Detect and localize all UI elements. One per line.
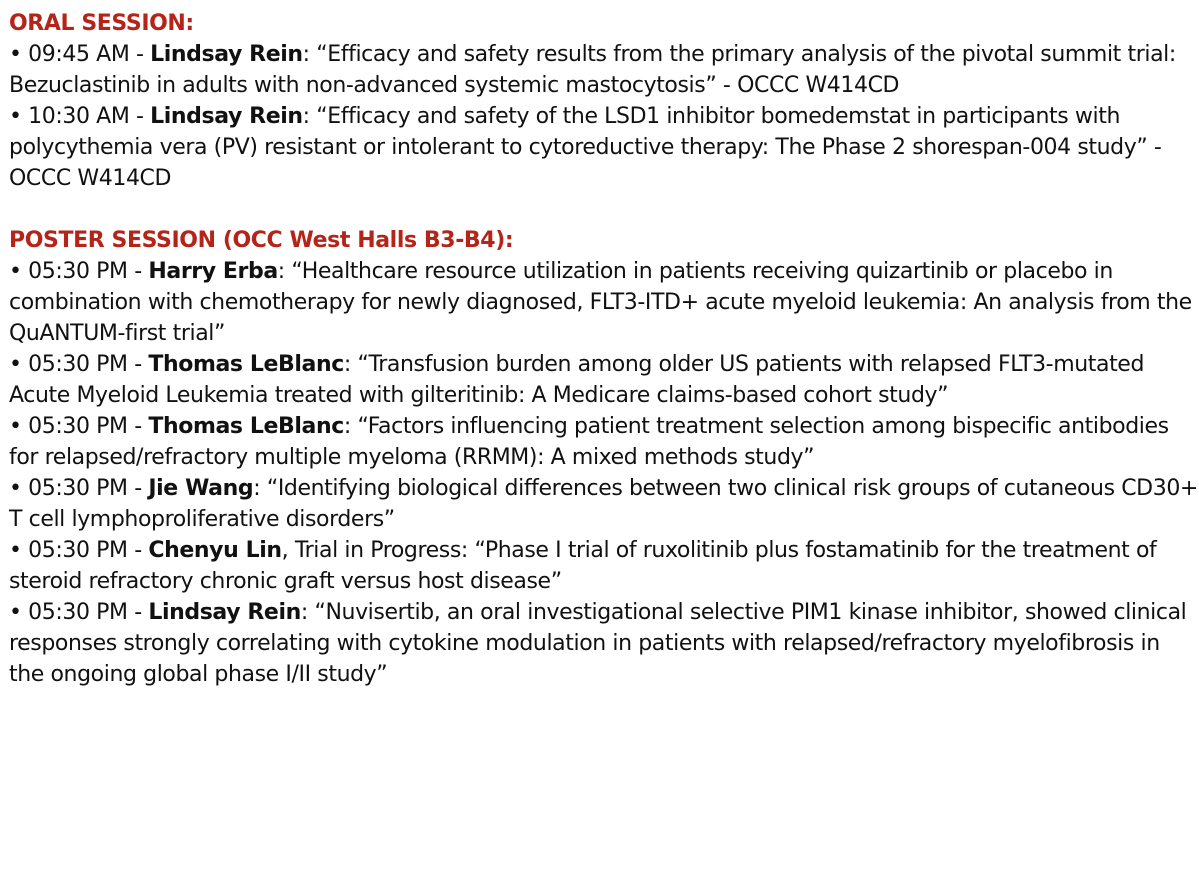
list-item: • 05:30 PM - Thomas LeBlanc: “Transfusion burden among older US patients with relapsed FLT3-mutated Acute Myeloid Leukemia treated with gilteritinib: A Medicare claims-based cohort study” [9, 352, 1145, 408]
entry-time: 05:30 PM [28, 414, 128, 439]
entry-time: 10:30 AM [28, 104, 130, 129]
list-item: • 05:30 PM - Lindsay Rein: “Nuvisertib, an oral investigational selective PIM1 kinase inhibitor, showed clinical responses strongly correlating with cytokine modulation in patients with relapsed/refractory myelofibrosis in the ongoing global phase I/II study” [9, 600, 1187, 687]
poster-title: “Transfusion burden among older US patients with relapsed FLT3-mutated Acute Myeloid Leukemia treated with gilteritinib: A Medicare claims-based cohort study” [9, 352, 1145, 408]
list-item: • 05:30 PM - Chenyu Lin, Trial in Progress: “Phase I trial of ruxolitinib plus fostamatinib for the treatment of steroid refractory chronic graft versus host disease” [9, 538, 1157, 594]
entry-time: 05:30 PM [28, 600, 128, 625]
speaker-name: Lindsay Rein [148, 600, 301, 625]
entry-time: 05:30 PM [28, 259, 128, 284]
poster-title: “Phase I trial of ruxolitinib plus fostamatinib for the treatment of steroid refractory chronic graft versus host disease” [9, 538, 1157, 594]
talk-title: “Efficacy and safety of the LSD1 inhibitor bomedemstat in participants with polycythemia vera (PV) resistant or intolerant to cytoreductive therapy: The Phase 2 shorespan-004 study” [9, 104, 1148, 160]
speaker-name: Thomas LeBlanc [148, 352, 344, 377]
talk-title: “Efficacy and safety results from the primary analysis of the pivotal summit trial: Bezuclastinib in adults with non-advanced systemic mastocytosis” [9, 42, 1176, 98]
entry-time: 05:30 PM [28, 352, 128, 377]
entry-time: 05:30 PM [28, 476, 128, 501]
room-location: OCCC W414CD [9, 166, 172, 191]
speaker-name: Thomas LeBlanc [148, 414, 344, 439]
speaker-name: Jie Wang [148, 476, 254, 501]
speaker-name: Lindsay Rein [150, 104, 303, 129]
oral-session [9, 8, 1199, 194]
poster-title: “Nuvisertib, an oral investigational selective PIM1 kinase inhibitor, showed clinical responses strongly correlating with cytokine modulation in patients with relapsed/refractory myelofibrosis in the ongoing global phase I/II study” [9, 600, 1187, 687]
poster-title: “Identifying biological differences between two clinical risk groups of cutaneous CD30+ T cell lymphoproliferative disorders” [9, 476, 1198, 532]
entry-time: 09:45 AM [28, 42, 130, 67]
poster-title: “Factors influencing patient treatment selection among bispecific antibodies for relapsed/refractory multiple myeloma (RRMM): A mixed methods study” [9, 414, 1169, 470]
list-item: • 05:30 PM - Thomas LeBlanc: “Factors influencing patient treatment selection among bispecific antibodies for relapsed/refractory multiple myeloma (RRMM): A mixed methods study” [9, 414, 1169, 470]
speaker-name: Lindsay Rein [150, 42, 303, 67]
room-location: OCCC W414CD [737, 73, 900, 98]
list-item: • 05:30 PM - Jie Wang: “Identifying biological differences between two clinical risk groups of cutaneous CD30+ T cell lymphoproliferative disorders” [9, 476, 1198, 532]
speaker-name: Chenyu Lin [148, 538, 282, 563]
entry-note: Trial in Progress [294, 538, 461, 563]
list-item: • 05:30 PM - Harry Erba: “Healthcare resource utilization in patients receiving quizartinib or placebo in combination with chemotherapy for newly diagnosed, FLT3-ITD+ acute myeloid leukemia: An analysis from the QuANTUM-first trial” [9, 259, 1192, 346]
entry-time: 05:30 PM [28, 538, 128, 563]
poster-title: “Healthcare resource utilization in patients receiving quizartinib or placebo in combination with chemotherapy for newly diagnosed, FLT3-ITD+ acute myeloid leukemia: An analysis from the QuANTUM-first trial” [9, 259, 1192, 346]
poster-session [9, 225, 1199, 690]
session-heading: ORAL SESSION: [9, 11, 194, 36]
speaker-name: Harry Erba [148, 259, 278, 284]
list-item: • 09:45 AM - Lindsay Rein: “Efficacy and safety results from the primary analysis of the pivotal summit trial: Bezuclastinib in adults with non-advanced systemic mastocytosis” - OCCC W414CD [9, 42, 1176, 98]
session-heading: POSTER SESSION (OCC West Halls B3-B4): [9, 228, 514, 253]
list-item: • 10:30 AM - Lindsay Rein: “Efficacy and safety of the LSD1 inhibitor bomedemstat in participants with polycythemia vera (PV) resistant or intolerant to cytoreductive therapy: The Phase 2 shorespan-004 study” - OCCC W414CD [9, 104, 1162, 191]
